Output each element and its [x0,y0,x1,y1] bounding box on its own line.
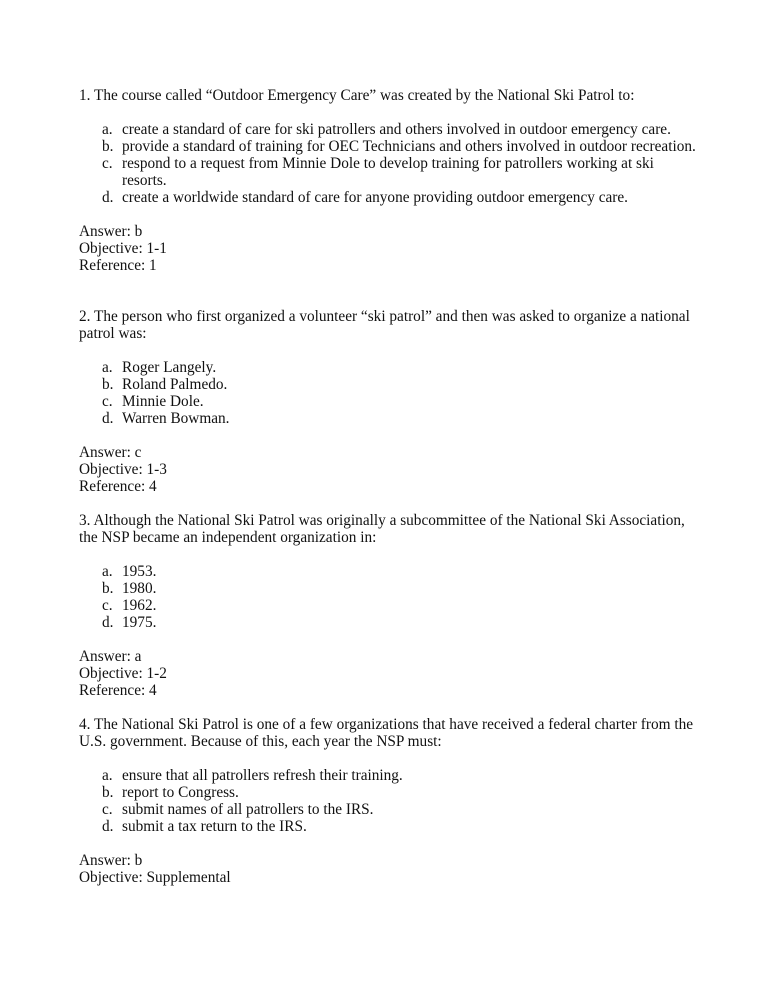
choice-item [79,784,699,801]
choice-text: Warren Bowman. [122,410,230,427]
choice-list [79,563,699,631]
objective-line: Objective: 1-3 [79,461,167,478]
question-3 [79,512,699,699]
spacer [79,699,699,716]
choice-text: ensure that all patrollers refresh their training. [122,767,403,784]
question-1 [79,87,699,274]
choice-letter: b. [102,580,114,597]
question-stem: 4. The National Ski Patrol is one of a few organizations that have received a federal charter from the U.S. government. Because of this, each year the NSP must: [79,716,694,750]
choice-item [79,189,699,206]
choice-item [79,121,699,138]
choice-list [79,359,699,427]
choice-item [79,597,699,614]
choice-letter: a. [102,121,113,138]
choice-text: Minnie Dole. [122,393,204,410]
answer-line: Answer: b [79,223,143,240]
choice-text: Roland Palmedo. [122,376,228,393]
choice-item [79,580,699,597]
reference-line: Reference: 4 [79,682,157,699]
choice-list [79,121,699,206]
choice-text: 1975. [122,614,157,631]
answer-line: Answer: a [79,648,142,665]
choice-text: create a worldwide standard of care for anyone providing outdoor emergency care. [122,189,628,206]
choice-text: report to Congress. [122,784,239,801]
choice-item [79,818,699,835]
choice-letter: b. [102,784,114,801]
choice-text: 1962. [122,597,157,614]
question-stem: 3. Although the National Ski Patrol was originally a subcommittee of the National Ski Association, the NSP became an independent organization in: [79,512,685,546]
choice-item [79,767,699,784]
document-page [79,87,699,886]
choice-item [79,393,699,410]
choice-text: create a standard of care for ski patrollers and others involved in outdoor emergency care. [122,121,671,138]
choice-letter: d. [102,189,114,206]
choice-letter: d. [102,614,114,631]
choice-letter: d. [102,410,114,427]
choice-text: respond to a request from Minnie Dole to develop training for patrollers working at ski resorts. [122,155,654,189]
choice-letter: a. [102,563,113,580]
choice-text: 1980. [122,580,157,597]
choice-item [79,155,699,189]
question-stem: 1. The course called “Outdoor Emergency Care” was created by the National Ski Patrol to: [79,87,635,104]
choice-text: submit a tax return to the IRS. [122,818,307,835]
choice-letter: c. [102,801,113,818]
spacer [79,495,699,512]
objective-line: Objective: 1-1 [79,240,167,257]
choice-letter: d. [102,818,114,835]
choice-letter: b. [102,138,114,155]
choice-text: 1953. [122,563,157,580]
objective-line: Objective: Supplemental [79,869,231,886]
choice-letter: c. [102,597,113,614]
question-stem: 2. The person who first organized a volunteer “ski patrol” and then was asked to organize a national patrol was: [79,308,690,342]
choice-list [79,767,699,835]
choice-letter: a. [102,359,113,376]
choice-letter: a. [102,767,113,784]
choice-text: provide a standard of training for OEC Technicians and others involved in outdoor recreation. [122,138,696,155]
choice-item [79,359,699,376]
choice-item [79,614,699,631]
choice-item [79,376,699,393]
choice-letter: b. [102,376,114,393]
choice-text: submit names of all patrollers to the IRS. [122,801,374,818]
objective-line: Objective: 1-2 [79,665,167,682]
reference-line: Reference: 4 [79,478,157,495]
choice-letter: c. [102,393,113,410]
answer-line: Answer: b [79,852,143,869]
question-4 [79,716,699,886]
choice-item [79,138,699,155]
choice-item [79,410,699,427]
question-2 [79,308,699,495]
choice-item [79,563,699,580]
spacer [79,274,699,308]
choice-text: Roger Langely. [122,359,217,376]
answer-line: Answer: c [79,444,142,461]
choice-item [79,801,699,818]
reference-line: Reference: 1 [79,257,157,274]
choice-letter: c. [102,155,113,172]
